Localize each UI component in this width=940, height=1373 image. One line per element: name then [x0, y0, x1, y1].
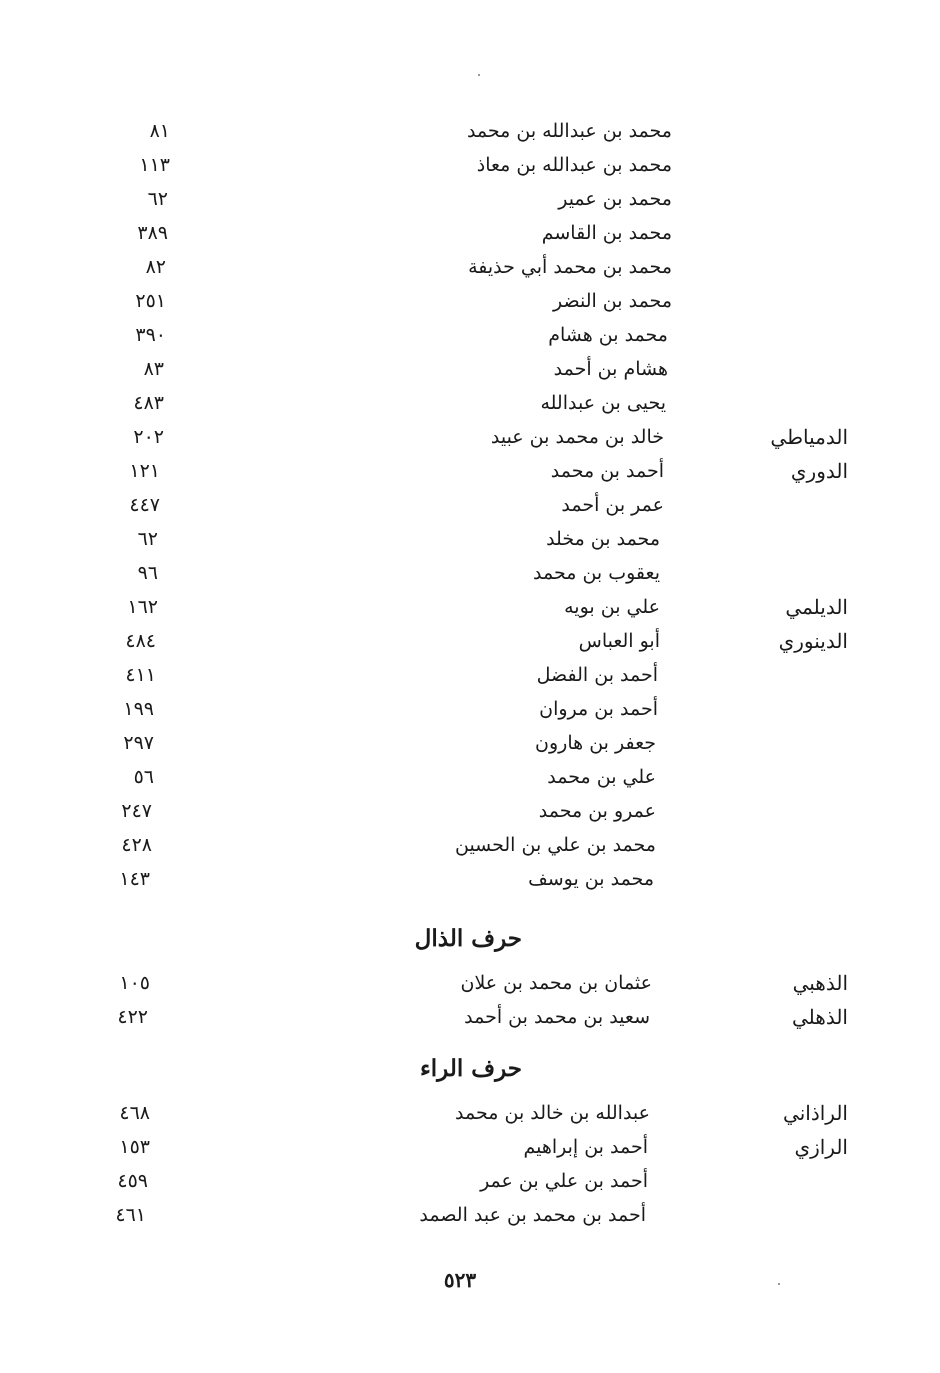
index-row [0, 284, 940, 318]
index-row [0, 250, 940, 284]
entry-name: جعفر بن هارون [535, 732, 656, 754]
index-row [0, 420, 940, 454]
entry-name: عثمان بن محمد بن علان [460, 972, 652, 994]
entry-page: ٥٦ [133, 766, 154, 788]
entry-name: عمر بن أحمد [561, 494, 664, 516]
index-row [0, 182, 940, 216]
entry-page: ٦٢ [147, 188, 168, 210]
entry-nisba: الدينوري [778, 629, 848, 653]
section-heading: حرف الذال [414, 925, 522, 952]
entry-name: خالد بن محمد بن عبيد [490, 426, 664, 448]
entry-page: ٢٩٧ [123, 732, 154, 754]
index-row [0, 1096, 940, 1130]
page-number: ٥٢٣ [443, 1268, 477, 1292]
index-row [0, 1130, 940, 1164]
entry-page: ١٤٣ [119, 868, 150, 890]
entry-page: ٤٢٢ [117, 1006, 148, 1028]
entry-name: أبو العباس [578, 630, 660, 652]
index-row [0, 114, 940, 148]
index-row [0, 1000, 940, 1034]
index-row [0, 966, 940, 1000]
entry-name: محمد بن علي بن الحسين [454, 834, 656, 856]
entry-page: ١٩٩ [123, 698, 154, 720]
entry-page: ٤٨٤ [125, 630, 156, 652]
index-row [0, 352, 940, 386]
entry-page: ١٦٢ [127, 596, 158, 618]
entry-name: عمرو بن محمد [538, 800, 656, 822]
entry-name: محمد بن عبدالله بن معاذ [476, 154, 672, 176]
entry-name: محمد بن القاسم [541, 222, 672, 244]
entry-page: ٤٢٨ [121, 834, 152, 856]
entry-name: محمد بن هشام [548, 324, 668, 346]
entry-name: أحمد بن محمد [550, 460, 664, 482]
index-row [0, 488, 940, 522]
entry-page: ٨٣ [143, 358, 164, 380]
entry-page: ٣٨٩ [137, 222, 168, 244]
index-row [0, 726, 940, 760]
entry-nisba: الذهبي [792, 971, 848, 995]
index-row [0, 862, 940, 896]
index-row [0, 692, 940, 726]
entry-name: أحمد بن الفضل [536, 664, 658, 686]
entry-name: يحيى بن عبدالله [540, 392, 666, 414]
entry-page: ٨٢ [145, 256, 166, 278]
index-row [0, 828, 940, 862]
entry-page: ١٠٥ [119, 972, 150, 994]
index-row [0, 794, 940, 828]
entry-nisba: الذهلي [792, 1005, 848, 1029]
index-row [0, 386, 940, 420]
entry-name: محمد بن محمد أبي حذيفة [468, 256, 672, 278]
index-row [0, 522, 940, 556]
index-row [0, 318, 940, 352]
entry-name: أحمد بن مروان [539, 698, 658, 720]
entry-page: ٦٢ [137, 528, 158, 550]
entry-page: ٤٦٨ [119, 1102, 150, 1124]
entry-nisba: الدمياطي [770, 425, 848, 449]
entry-name: محمد بن النضر [553, 290, 672, 312]
entry-nisba: الرازي [794, 1135, 848, 1159]
entry-page: ٢٠٢ [133, 426, 164, 448]
entry-page: ٩٦ [137, 562, 158, 584]
index-row [0, 1164, 940, 1198]
entry-page: ٤٥٩ [117, 1170, 148, 1192]
index-row [0, 590, 940, 624]
index-row [0, 760, 940, 794]
entry-page: ٢٤٧ [121, 800, 152, 822]
entry-name: أحمد بن علي بن عمر [480, 1170, 648, 1192]
entry-nisba: الديلمي [785, 595, 848, 619]
entry-name: سعيد بن محمد بن أحمد [464, 1006, 650, 1028]
entry-page: ١١٣ [139, 154, 170, 176]
entry-name: علي بن بويه [564, 596, 660, 618]
index-row [0, 624, 940, 658]
index-row [0, 658, 940, 692]
index-row [0, 148, 940, 182]
entry-name: علي بن محمد [547, 766, 656, 788]
entry-nisba: الدوري [790, 459, 848, 483]
entry-page: ٤١١ [125, 664, 156, 686]
entry-page: ٤٦١ [115, 1204, 146, 1226]
entry-name: يعقوب بن محمد [533, 562, 660, 584]
entry-name: محمد بن عمير [558, 188, 672, 210]
index-row [0, 1198, 940, 1232]
index-row [0, 454, 940, 488]
entry-nisba: الراذاني [783, 1101, 848, 1125]
entry-name: محمد بن يوسف [528, 868, 654, 890]
entry-page: ١٢١ [129, 460, 160, 482]
entry-page: ١٥٣ [119, 1136, 150, 1158]
index-row [0, 556, 940, 590]
entry-page: ٣٩٠ [135, 324, 166, 346]
entry-page: ٤٨٣ [133, 392, 164, 414]
entry-page: ٨١ [149, 120, 170, 142]
index-row [0, 216, 940, 250]
entry-page: ٢٥١ [135, 290, 166, 312]
entry-name: محمد بن مخلد [546, 528, 660, 550]
entry-name: عبدالله بن خالد بن محمد [455, 1102, 650, 1124]
entry-page: ٤٤٧ [129, 494, 160, 516]
entry-name: هشام بن أحمد [553, 358, 668, 380]
scan-speck [478, 74, 480, 76]
entry-name: أحمد بن إبراهيم [523, 1136, 648, 1158]
entry-name: محمد بن عبدالله بن محمد [466, 120, 672, 142]
entry-name: أحمد بن محمد بن عبد الصمد [419, 1204, 646, 1226]
section-heading: حرف الراء [419, 1055, 522, 1082]
